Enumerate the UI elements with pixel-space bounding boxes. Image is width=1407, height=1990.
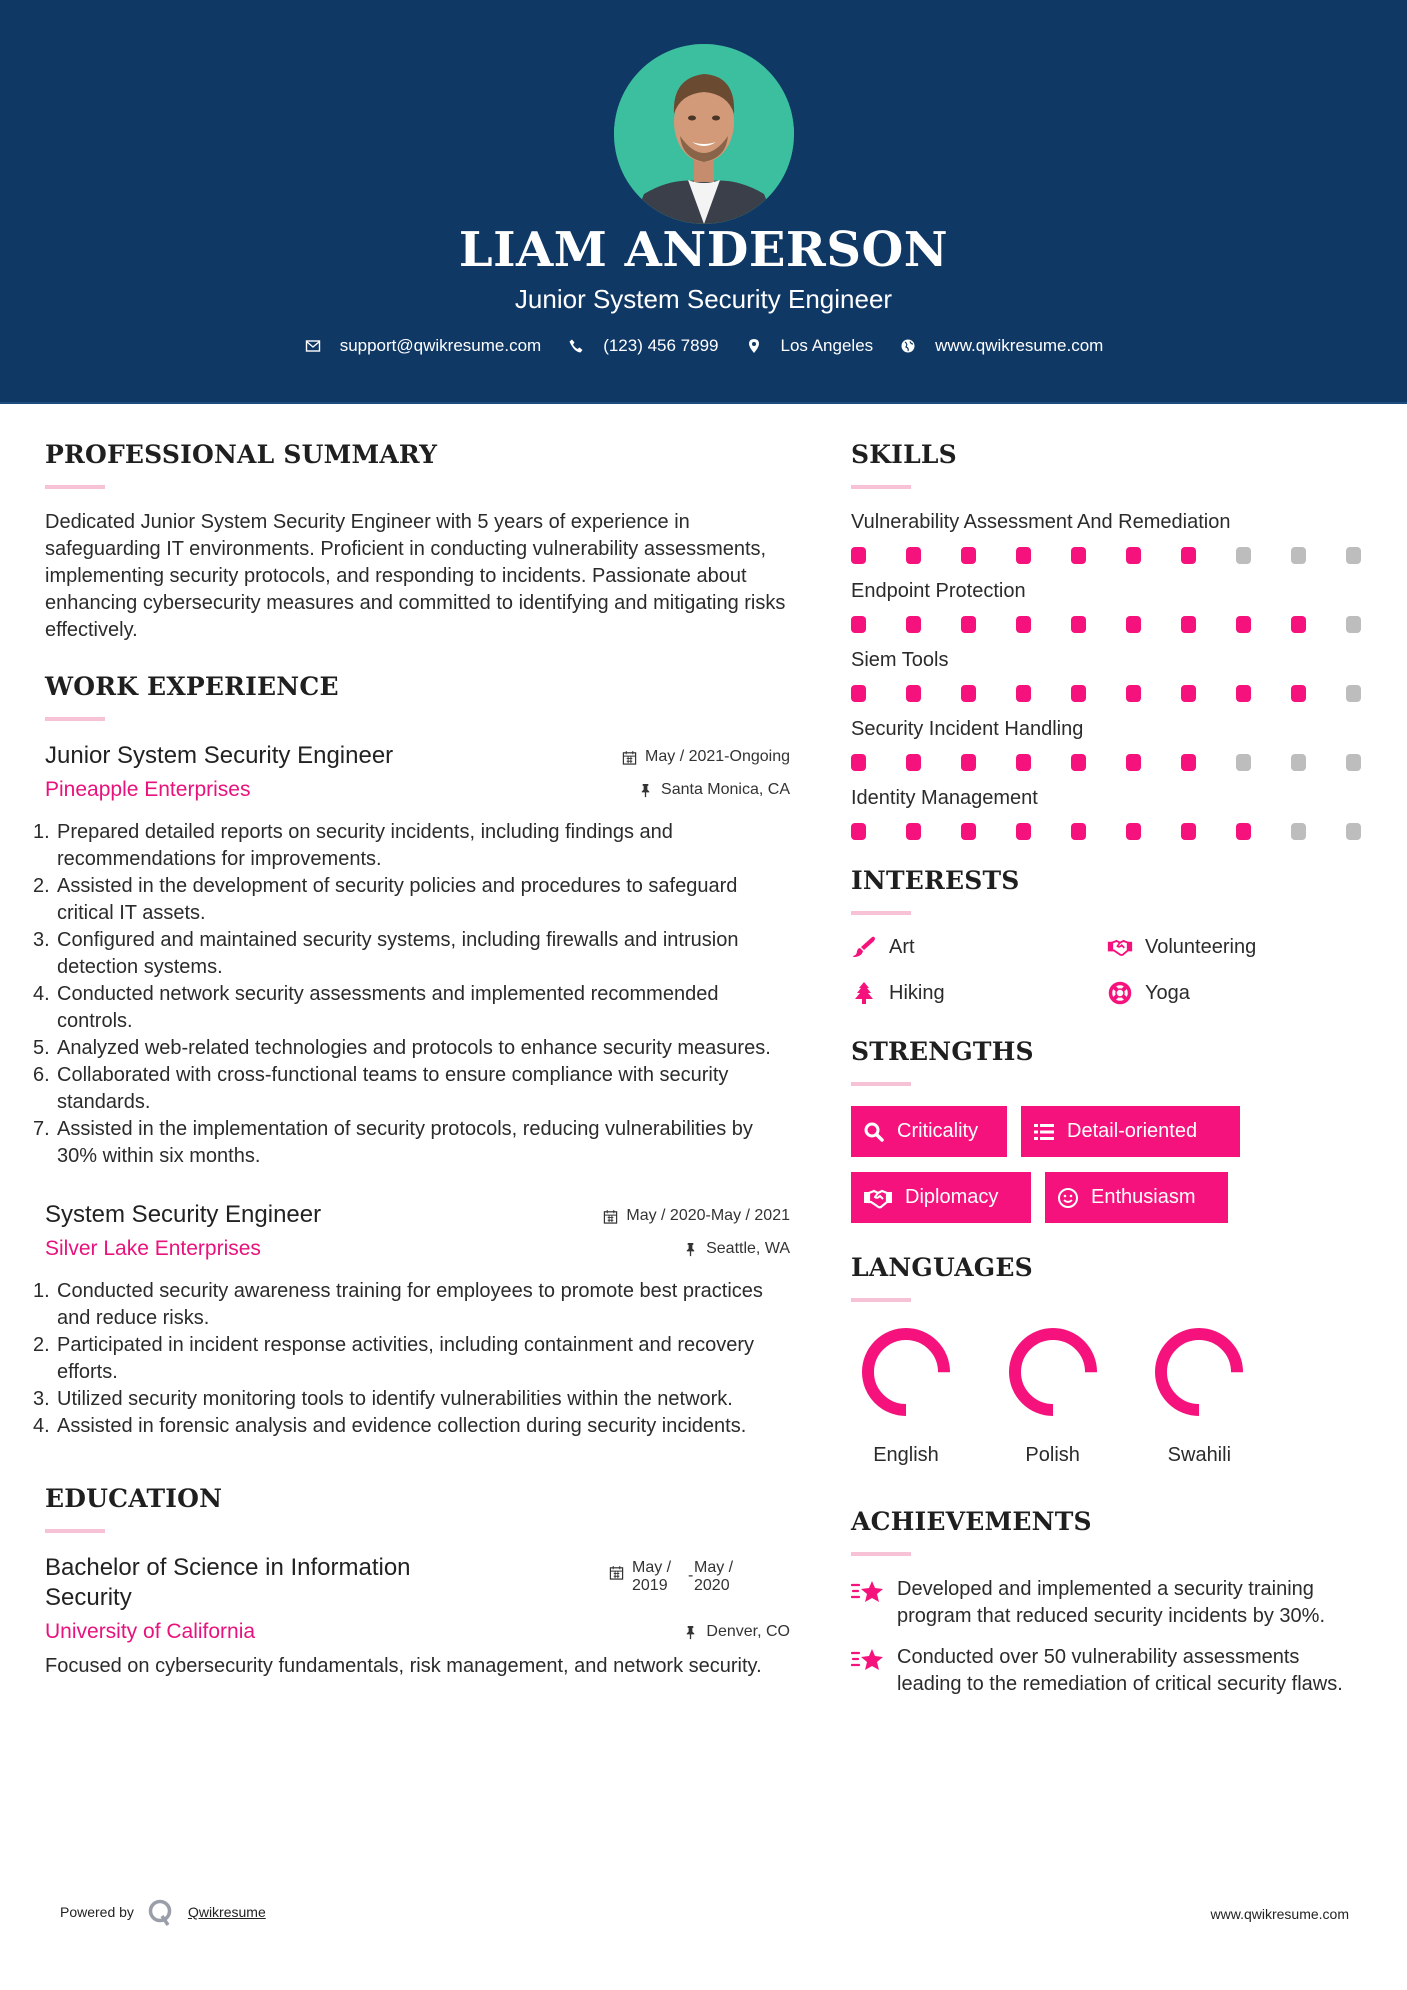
summary-heading: PROFESSIONAL SUMMARY	[45, 440, 438, 469]
achievement-item	[851, 1644, 1371, 1698]
degree-title: Bachelor of Science in Information Security	[45, 1554, 411, 1611]
rating-dot-filled	[1291, 616, 1306, 633]
contact-phone-text: (123) 456 7899	[603, 336, 719, 355]
skill-name: Siem Tools	[851, 649, 949, 671]
section-divider	[851, 1552, 911, 1556]
list-item: 7. Assisted in the implementation of security protocols, reducing vulnerabilities by 30% within six months.	[33, 1118, 753, 1167]
strengths-section	[851, 1037, 1371, 1223]
pushpin-icon	[683, 1242, 698, 1257]
candidate-name: LIAM ANDERSON	[458, 222, 949, 278]
job-location-text: Santa Monica, CA	[661, 781, 790, 798]
resume-header	[0, 0, 1407, 404]
job-responsibilities	[33, 1278, 790, 1440]
job-dates	[622, 745, 790, 769]
school-name: University of California	[45, 1620, 256, 1643]
list-item: 6. Collaborated with cross-functional teams to ensure compliance with security standards.	[33, 1064, 729, 1113]
contact-website-text: www.qwikresume.com	[935, 336, 1104, 355]
contact-row	[0, 336, 1407, 356]
rating-dot-empty	[1236, 754, 1251, 771]
education-end: May / 2020	[694, 1559, 734, 1594]
rating-dot-filled	[1016, 754, 1031, 771]
list-item: 2. Participated in incident response activities, including containment and recovery efforts.	[33, 1334, 755, 1383]
rating-dot-empty	[1346, 823, 1361, 840]
job-entry	[33, 1200, 790, 1440]
education-dates	[609, 1559, 750, 1595]
skill-name: Endpoint Protection	[851, 580, 1026, 602]
list-icon	[1033, 1121, 1055, 1143]
interest-item	[851, 979, 1107, 1007]
rating-dot-empty	[1346, 754, 1361, 771]
language-item	[998, 1322, 1145, 1467]
list-item: 1. Conducted security awareness training for employees to promote best practices and reduce risks.	[33, 1280, 763, 1329]
language-progress-ring-icon	[1149, 1322, 1249, 1422]
rating-dot-filled	[1181, 547, 1196, 564]
pushpin-icon	[638, 783, 653, 798]
summary-section	[45, 440, 790, 644]
rating-dot-filled	[851, 685, 866, 702]
interest-item	[1107, 979, 1363, 1007]
handshake-icon	[1107, 935, 1133, 959]
rating-dot-filled	[1236, 616, 1251, 633]
language-item	[1144, 1322, 1291, 1467]
strengths-list	[851, 1106, 1291, 1223]
rating-dot-empty	[1291, 547, 1306, 564]
list-item: 3. Configured and maintained security systems, including firewalls and intrusion detection systems.	[33, 929, 739, 978]
list-item: 4. Conducted network security assessments and implemented recommended controls.	[33, 983, 719, 1032]
rating-dot-filled	[1071, 754, 1086, 771]
job-location	[638, 778, 790, 802]
smile-icon	[1057, 1187, 1079, 1209]
interest-item	[851, 933, 1107, 961]
strength-tag	[1045, 1172, 1228, 1223]
skill-rating	[851, 823, 1361, 840]
job-dates-text: May / 2021-Ongoing	[645, 748, 790, 765]
rating-dot-filled	[1016, 823, 1031, 840]
education-location	[683, 1620, 790, 1644]
company-name: Silver Lake Enterprises	[45, 1237, 261, 1260]
rating-dot-empty	[1346, 547, 1361, 564]
rating-dot-filled	[906, 823, 921, 840]
skills-section	[851, 440, 1371, 840]
achievements-heading: ACHIEVEMENTS	[851, 1507, 1092, 1536]
left-column	[33, 440, 790, 1680]
rating-dot-filled	[1016, 616, 1031, 633]
language-name: English	[873, 1444, 939, 1466]
interest-item	[1107, 933, 1363, 961]
rating-dot-filled	[1181, 754, 1196, 771]
job-location	[683, 1237, 790, 1261]
strength-label: Criticality	[897, 1120, 979, 1142]
rating-dot-empty	[1346, 685, 1361, 702]
achievement-text: Conducted over 50 vulnerability assessments leading to the remediation of critical security flaws.	[897, 1646, 1343, 1695]
rating-dot-filled	[1291, 685, 1306, 702]
rating-dot-filled	[961, 685, 976, 702]
experience-section	[33, 672, 790, 1440]
rating-dot-filled	[1126, 547, 1141, 564]
company-name: Pineapple Enterprises	[45, 778, 251, 801]
person-portrait-icon	[614, 44, 794, 224]
rating-dot-empty	[1346, 616, 1361, 633]
rating-dot-filled	[851, 823, 866, 840]
rating-dot-filled	[961, 547, 976, 564]
section-divider	[851, 1298, 911, 1302]
strength-label: Enthusiasm	[1091, 1186, 1196, 1208]
rating-dot-filled	[961, 823, 976, 840]
strength-tag	[851, 1106, 1007, 1157]
education-location-text: Denver, CO	[706, 1623, 790, 1640]
contact-location-text: Los Angeles	[780, 336, 874, 355]
rating-dot-filled	[851, 547, 866, 564]
skill-name: Vulnerability Assessment And Remediation	[851, 511, 1231, 533]
contact-website[interactable]	[899, 336, 1103, 356]
job-entry	[33, 741, 790, 1170]
job-title: System Security Engineer	[45, 1201, 322, 1228]
achievement-text: Developed and implemented a security training program that reduced security incidents by 30%.	[897, 1578, 1325, 1627]
section-divider	[45, 717, 105, 721]
rating-dot-filled	[1016, 685, 1031, 702]
rating-dot-empty	[1291, 754, 1306, 771]
globe-icon	[899, 337, 917, 355]
language-item	[851, 1322, 998, 1467]
map-marker-icon	[745, 337, 763, 355]
skill-item	[851, 578, 1371, 633]
job-location-text: Seattle, WA	[706, 1240, 790, 1257]
rating-dot-filled	[906, 616, 921, 633]
interest-label: Art	[889, 936, 915, 958]
rating-dot-filled	[1126, 685, 1141, 702]
languages-heading: LANGUAGES	[851, 1253, 1033, 1282]
contact-email-text: support@qwikresume.com	[339, 336, 542, 355]
phone-icon	[567, 337, 585, 355]
rating-dot-filled	[906, 547, 921, 564]
rating-dot-filled	[1071, 547, 1086, 564]
skill-rating	[851, 685, 1361, 702]
skill-item	[851, 716, 1371, 771]
interests-list	[851, 933, 1371, 1007]
calendar-icon	[609, 1565, 624, 1580]
calendar-icon	[603, 1209, 618, 1224]
rating-dot-filled	[851, 754, 866, 771]
language-progress-ring-icon	[1003, 1322, 1103, 1422]
search-icon	[863, 1121, 885, 1143]
languages-list	[851, 1322, 1291, 1467]
contact-email[interactable]	[304, 336, 542, 356]
skill-item	[851, 509, 1371, 564]
qwikresume-logo-icon	[148, 1898, 174, 1926]
rating-dot-filled	[851, 616, 866, 633]
rating-dot-filled	[906, 754, 921, 771]
list-item: 5. Analyzed web-related technologies and protocols to enhance security measures.	[33, 1037, 771, 1059]
rating-dot-filled	[1236, 823, 1251, 840]
section-divider	[851, 1082, 911, 1086]
skill-name: Security Incident Handling	[851, 718, 1084, 740]
strength-label: Diplomacy	[905, 1186, 999, 1208]
rating-dot-filled	[1181, 616, 1196, 633]
section-divider	[45, 485, 105, 489]
rating-dot-filled	[1126, 754, 1141, 771]
interest-label: Volunteering	[1145, 936, 1257, 958]
life-ring-icon	[1107, 981, 1133, 1005]
rating-dot-empty	[1291, 823, 1306, 840]
achievements-section	[851, 1507, 1371, 1698]
interests-heading: INTERESTS	[851, 866, 1020, 895]
section-divider	[45, 1529, 105, 1533]
list-item: 1. Prepared detailed reports on security incidents, including findings and recommendations for improvements.	[33, 821, 673, 870]
footer-website-link[interactable]: www.qwikresume.com	[1210, 1906, 1349, 1922]
tree-icon	[851, 981, 877, 1005]
section-divider	[851, 911, 911, 915]
list-item: 4. Assisted in forensic analysis and evidence collection during security incidents.	[33, 1415, 747, 1437]
qwikresume-link[interactable]: Qwikresume	[187, 1904, 266, 1920]
skill-item	[851, 785, 1371, 840]
education-description: Focused on cybersecurity fundamentals, risk management, and network security.	[45, 1655, 762, 1677]
education-start: May / 2019	[632, 1559, 672, 1594]
job-responsibilities	[33, 819, 790, 1170]
education-heading: EDUCATION	[45, 1484, 223, 1513]
skills-list	[851, 509, 1371, 840]
list-item: 2. Assisted in the development of security policies and procedures to safeguard critical IT assets.	[33, 875, 738, 924]
interest-label: Yoga	[1145, 982, 1190, 1004]
language-name: Swahili	[1167, 1444, 1232, 1466]
achievement-item	[851, 1576, 1371, 1630]
skill-rating	[851, 547, 1361, 564]
interests-section	[851, 866, 1371, 1007]
envelope-icon	[304, 337, 322, 355]
list-item: 3. Utilized security monitoring tools to identify vulnerabilities within the network.	[33, 1388, 733, 1410]
job-title: Junior System Security Engineer	[45, 742, 394, 769]
rating-dot-filled	[1071, 616, 1086, 633]
candidate-title: Junior System Security Engineer	[514, 284, 893, 314]
strength-tag	[1021, 1106, 1240, 1157]
skills-heading: SKILLS	[851, 440, 957, 469]
section-divider	[851, 485, 911, 489]
paint-brush-icon	[851, 935, 877, 959]
summary-text: Dedicated Junior System Security Engineer with 5 years of experience in safeguarding IT environments. Proficient in conducting vulnerability assessments, implementing security protocols, and responding to incidents. Passionate about enhancing cybersecurity measures and committed to identifying and mitigating risks effectively.	[45, 511, 786, 641]
experience-heading: WORK EXPERIENCE	[45, 672, 339, 701]
rating-dot-filled	[1126, 823, 1141, 840]
job-dates-text: May / 2020-May / 2021	[626, 1207, 790, 1224]
date-separator: -	[688, 1567, 694, 1584]
footer-powered-by	[60, 1898, 266, 1926]
profile-photo	[614, 44, 794, 224]
skill-name: Identity Management	[851, 787, 1038, 809]
rating-dot-filled	[1181, 685, 1196, 702]
rating-dot-filled	[961, 616, 976, 633]
calendar-icon	[622, 750, 637, 765]
powered-by-label: Powered by	[60, 1904, 134, 1920]
rating-dot-empty	[1236, 547, 1251, 564]
rating-dot-filled	[1071, 823, 1086, 840]
contact-location	[745, 336, 874, 356]
handshake-icon	[863, 1187, 893, 1209]
rating-dot-filled	[1181, 823, 1196, 840]
contact-phone[interactable]	[567, 336, 718, 356]
strengths-heading: STRENGTHS	[851, 1037, 1034, 1066]
rating-dot-filled	[1071, 685, 1086, 702]
strength-tag	[851, 1172, 1031, 1223]
interest-label: Hiking	[889, 982, 945, 1004]
skill-rating	[851, 754, 1361, 771]
rating-dot-filled	[906, 685, 921, 702]
language-name: Polish	[1025, 1444, 1080, 1466]
right-column	[851, 440, 1371, 1712]
rating-dot-filled	[1016, 547, 1031, 564]
rating-dot-filled	[1236, 685, 1251, 702]
pushpin-icon	[683, 1625, 698, 1640]
rating-dot-filled	[1126, 616, 1141, 633]
education-section	[45, 1484, 790, 1680]
rating-dot-filled	[961, 754, 976, 771]
shooting-star-icon	[851, 1646, 885, 1676]
job-dates	[603, 1204, 790, 1228]
strength-label: Detail-oriented	[1067, 1120, 1198, 1142]
skill-rating	[851, 616, 1361, 633]
shooting-star-icon	[851, 1578, 885, 1608]
language-progress-ring-icon	[856, 1322, 956, 1422]
skill-item	[851, 647, 1371, 702]
languages-section	[851, 1253, 1371, 1467]
